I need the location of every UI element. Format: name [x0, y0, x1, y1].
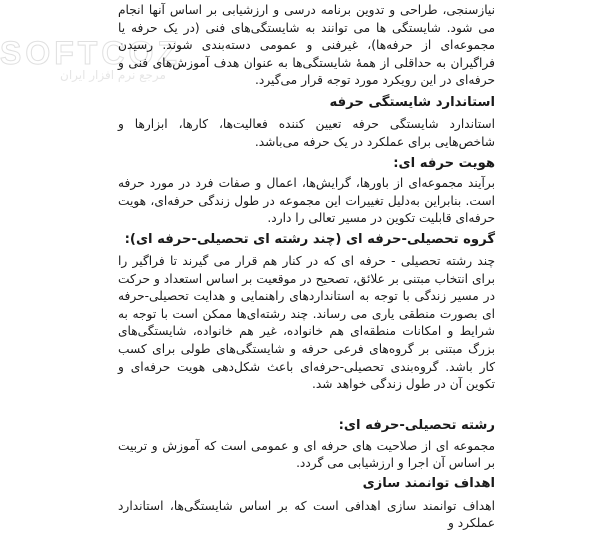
section-heading-vocational-field: رشته تحصیلی-حرفه ای: — [338, 417, 495, 433]
watermark-brand: SOFTCOZ — [0, 35, 181, 71]
section-heading-competency-standard: استاندارد شایستگی حرفه — [329, 94, 495, 110]
section-body-vocational-group: چند رشته تحصیلی - حرفه ای که در کنار هم قرار می گیرند تا فراگیر را برای انتخاب مبتنی بر علائق، تصحیح در موقعیت بر اساس استعداد و حرکت در مسیر زندگی با توجه به استانداردهای راهنمایی و هدایت تحصیلی-حرفه ای بصورت منطقی یاری می رساند. چند رشته‌ای‌ها ممکن است با توجه به شرایط و امکانات منطقه‌ای هم خانواده، غیر هم خانواده، شایستگی‌های بزرگ مبتنی بر گروه‌های فرعی حرفه و شایستگی‌های طولی برای کسب کار باشد. گروه‌بندی تحصیلی-حرفه‌ای باعث شکل‌دهی هویت حرفه‌ای و تکوین آن در طول زندگی خواهد شد. — [118, 253, 495, 392]
document-page — [118, 2, 495, 533]
section-heading-professional-identity: هویت حرفه ای: — [393, 156, 495, 172]
watermark-tagline: مرجع نرم افزار ایران — [60, 68, 166, 82]
section-body-professional-identity: برآیند مجموعه‌ای از باورها، گرایش‌ها، اعمال و صفات فرد در مورد حرفه است. بنابراین به‌دلیل تغییرات این مجموعه در طول زندگی حرفه‌ای، هویت حرفه‌ای قابلیت تکوین در مسیر تعالی را دارد. — [118, 176, 495, 226]
intro-paragraph: نیازسنجی، طراحی و تدوین برنامه درسی و ارزشیابی بر اساس آنها انجام می شود. شایستگی ها می توانند به شایستگی‌های فنی (در یک حرفه یا مجموعه‌ای از حرفه‌ها)، غیرفنی و عمومی دسته‌بندی شوند. رسیدن فراگیران به حداقلی از همهٔ شایستگی‌ها به عنوان هدف آموزش‌های فنی و حرفه‌ای در این رویکرد مورد توجه قرار می‌گیرد. — [118, 3, 495, 88]
section-heading-empowerment-goals: اهداف توانمند سازی — [362, 475, 495, 491]
section-body-competency-standard: استاندارد شایستگی حرفه تعیین کننده فعالیت‌ها، کارها، ابزارها و شاخص‌هایی برای عملکرد در یک حرفه می‌باشد. — [118, 116, 495, 149]
section-heading-vocational-group: گروه تحصیلی-حرفه ای (چند رشته ای تحصیلی-حرفه ای): — [124, 231, 495, 247]
section-body-empowerment-goals: اهداف توانمند سازی اهدافی است که بر اساس شایستگی‌ها، استاندارد عملکرد و — [118, 498, 495, 531]
section-body-vocational-field: مجموعه ای از صلاحیت های حرفه ای و عمومی است که آموزش و تربیت بر اساس آن اجرا و ارزشیابی می گردد. — [118, 438, 495, 471]
